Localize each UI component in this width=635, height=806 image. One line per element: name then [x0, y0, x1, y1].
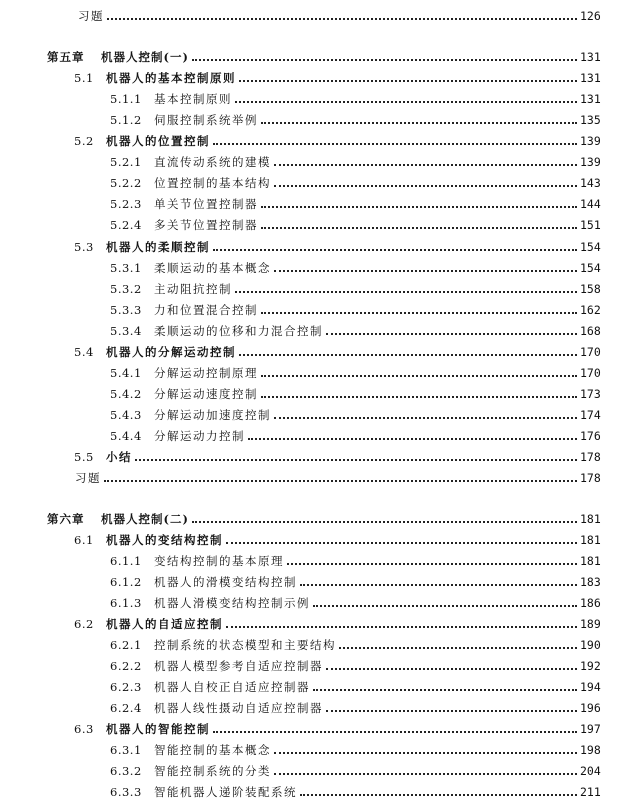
toc-entry-page: 181: [580, 554, 601, 568]
dot-leader: [274, 266, 577, 272]
toc-entry-number: 6.1.3: [110, 596, 142, 610]
toc-entry-number: 6.3: [74, 722, 94, 736]
toc-entry-title: 多关节位置控制器: [154, 218, 258, 232]
toc-entry-number: 第六章: [47, 512, 85, 526]
toc-entry-page: 198: [580, 743, 601, 757]
dot-leader: [261, 392, 577, 398]
toc-entry-title: 机器人的位置控制: [106, 134, 210, 148]
toc-entry-title: 分解运动速度控制: [154, 387, 258, 401]
toc-entry-title: 机器人的变结构控制: [106, 533, 223, 547]
dot-leader: [261, 118, 577, 124]
toc-entry-page: 151: [580, 218, 601, 232]
dot-leader: [313, 685, 577, 691]
toc-entry-number: 6.1.2: [110, 575, 142, 589]
dot-leader: [248, 434, 577, 440]
dot-leader: [213, 139, 577, 145]
toc-entry-page: 186: [580, 596, 601, 610]
toc-entry-title: 机器人的智能控制: [106, 722, 210, 736]
toc-entry-number: 5.5: [74, 450, 94, 464]
toc-entry-page: 144: [580, 197, 601, 211]
dot-leader: [287, 559, 577, 565]
dot-leader: [235, 287, 577, 293]
toc-entry: [74, 716, 602, 736]
toc-entry: [110, 590, 602, 610]
toc-entry-page: 170: [580, 366, 601, 380]
toc-entry: [47, 506, 602, 526]
toc-entry: [110, 255, 602, 275]
toc-entry: [110, 548, 602, 568]
toc-entry: [74, 128, 602, 148]
toc-entry-page: 170: [580, 345, 601, 359]
toc-entry-page: 139: [580, 134, 601, 148]
toc-entry-number: 5.3.2: [110, 282, 142, 296]
toc-entry-page: 181: [580, 533, 601, 547]
toc-entry-title: 机器人的自适应控制: [106, 617, 223, 631]
toc-entry: [110, 569, 602, 589]
toc-entry-number: 5.1.1: [110, 92, 142, 106]
toc-entry: [74, 339, 602, 359]
toc-entry-title: 机器人的基本控制原则: [106, 71, 236, 85]
toc-entry-number: 5.4.4: [110, 429, 142, 443]
toc-entry: [110, 86, 602, 106]
dot-leader: [274, 769, 577, 775]
toc-entry: [74, 65, 602, 85]
dot-leader: [261, 308, 577, 314]
toc-entry-number: 6.3.1: [110, 743, 142, 757]
toc-entry-page: 211: [580, 785, 601, 799]
toc-entry: [110, 107, 602, 127]
toc-entry-title: 主动阻抗控制: [154, 282, 232, 296]
toc-entry-number: 5.4.2: [110, 387, 142, 401]
toc-entry-number: 6.2: [74, 617, 94, 631]
toc-entry: [110, 381, 602, 401]
toc-entry: [75, 465, 602, 485]
toc-entry-page: 126: [580, 9, 601, 23]
toc-entry-page: 173: [580, 387, 601, 401]
toc-entry-title: 机器人控制(一): [101, 50, 189, 64]
toc-entry-title: 分解运动加速度控制: [154, 408, 271, 422]
toc-entry: [74, 611, 602, 631]
dot-leader: [326, 664, 577, 670]
toc-entry-number: 6.2.2: [110, 659, 142, 673]
toc-entry-number: 5.2.2: [110, 176, 142, 190]
toc-entry-page: 192: [580, 659, 601, 673]
toc-entry-number: 5.1.2: [110, 113, 142, 127]
toc-entry-number: 5.4.3: [110, 408, 142, 422]
dot-leader: [313, 601, 577, 607]
toc-entry-page: 143: [580, 176, 601, 190]
toc-entry: [110, 170, 602, 190]
toc-entry: [47, 44, 602, 64]
toc-entry-page: 162: [580, 303, 601, 317]
toc-entry-page: 168: [580, 324, 601, 338]
toc-entry: [110, 149, 602, 169]
toc-entry-number: 5.1: [74, 71, 94, 85]
toc-entry-page: 189: [580, 617, 601, 631]
toc-entry-title: 分解运动力控制: [154, 429, 245, 443]
toc-entry-title: 柔顺运动的位移和力混合控制: [154, 324, 323, 338]
toc-entry: [110, 653, 602, 673]
dot-leader: [326, 706, 577, 712]
toc-entry-number: 5.2.4: [110, 218, 142, 232]
toc-entry-page: 135: [580, 113, 601, 127]
toc-entry-number: 5.3.1: [110, 261, 142, 275]
toc-entry-number: 6.3.2: [110, 764, 142, 778]
dot-leader: [213, 245, 577, 251]
dot-leader: [261, 223, 577, 229]
toc-entry-page: 196: [580, 701, 601, 715]
toc-entry-number: 6.2.4: [110, 701, 142, 715]
toc-entry-title: 机器人的滑模变结构控制: [154, 575, 297, 589]
toc-entry: [110, 191, 602, 211]
toc-entry-number: 6.2.1: [110, 638, 142, 652]
toc-entry-number: 6.2.3: [110, 680, 142, 694]
toc-entry-title: 直流传动系统的建模: [154, 155, 271, 169]
dot-leader: [261, 202, 577, 208]
toc-entry: [110, 402, 602, 422]
toc-entry: [110, 212, 602, 232]
toc-entry: [110, 632, 602, 652]
toc-entry: [110, 737, 602, 757]
dot-leader: [274, 748, 577, 754]
dot-leader: [107, 14, 577, 20]
toc-entry: [74, 527, 602, 547]
toc-entry: [74, 444, 602, 464]
dot-leader: [239, 76, 577, 82]
dot-leader: [192, 517, 577, 523]
toc-entry-title: 力和位置混合控制: [154, 303, 258, 317]
toc-entry-title: 机器人模型参考自适应控制器: [154, 659, 323, 673]
toc-entry-page: 154: [580, 240, 601, 254]
toc-entry-page: 204: [580, 764, 601, 778]
toc-entry-title: 智能机器人递阶装配系统: [154, 785, 297, 799]
dot-leader: [235, 97, 577, 103]
toc-entry-page: 131: [580, 71, 601, 85]
toc-entry: [78, 3, 602, 23]
toc-entry-number: 5.2: [74, 134, 94, 148]
dot-leader: [104, 476, 577, 482]
toc-entry-number: 5.3.4: [110, 324, 142, 338]
toc-entry-number: 第五章: [47, 50, 85, 64]
toc-entry: [110, 360, 602, 380]
toc-entry-page: 174: [580, 408, 601, 422]
toc-entry-title: 习题: [78, 9, 104, 23]
toc-entry-number: 5.2.1: [110, 155, 142, 169]
toc-entry-page: 131: [580, 50, 601, 64]
toc-entry-number: 5.4.1: [110, 366, 142, 380]
toc-entry-page: 190: [580, 638, 601, 652]
toc-entry-page: 178: [580, 471, 601, 485]
toc-entry-title: 智能控制系统的分类: [154, 764, 271, 778]
toc-entry-title: 柔顺运动的基本概念: [154, 261, 271, 275]
dot-leader: [213, 727, 577, 733]
toc-entry-title: 机器人自校正自适应控制器: [154, 680, 310, 694]
toc-entry: [110, 758, 602, 778]
dot-leader: [239, 350, 577, 356]
toc-entry-title: 小结: [106, 450, 132, 464]
dot-leader: [261, 371, 577, 377]
toc-entry-title: 机器人滑模变结构控制示例: [154, 596, 310, 610]
toc-entry-title: 伺服控制系统举例: [154, 113, 258, 127]
toc-entry-number: 5.4: [74, 345, 94, 359]
toc-entry-title: 变结构控制的基本原理: [154, 554, 284, 568]
toc-entry-title: 位置控制的基本结构: [154, 176, 271, 190]
toc-entry-number: 6.1: [74, 533, 94, 547]
toc-entry-page: 181: [580, 512, 601, 526]
toc-entry-page: 131: [580, 92, 601, 106]
toc-entry-title: 智能控制的基本概念: [154, 743, 271, 757]
toc-entry-title: 机器人的柔顺控制: [106, 240, 210, 254]
toc-entry-title: 机器人的分解运动控制: [106, 345, 236, 359]
dot-leader: [226, 538, 577, 544]
toc-entry-title: 机器人控制(二): [101, 512, 189, 526]
toc-entry-number: 6.3.3: [110, 785, 142, 799]
dot-leader: [274, 413, 577, 419]
toc-entry-title: 控制系统的状态模型和主要结构: [154, 638, 336, 652]
toc-entry: [110, 779, 602, 799]
toc-entry-page: 197: [580, 722, 601, 736]
dot-leader: [300, 790, 577, 796]
toc-entry-page: 194: [580, 680, 601, 694]
toc-entry-title: 分解运动控制原理: [154, 366, 258, 380]
dot-leader: [339, 643, 577, 649]
dot-leader: [274, 160, 577, 166]
toc-entry-page: 139: [580, 155, 601, 169]
toc-entry-title: 习题: [75, 471, 101, 485]
toc-entry: [110, 674, 602, 694]
toc-entry: [110, 695, 602, 715]
toc-entry-number: 5.3: [74, 240, 94, 254]
toc-entry: [110, 423, 602, 443]
toc-entry-title: 单关节位置控制器: [154, 197, 258, 211]
dot-leader: [326, 329, 577, 335]
dot-leader: [192, 55, 577, 61]
toc-entry-page: 183: [580, 575, 601, 589]
toc-entry-number: 5.3.3: [110, 303, 142, 317]
toc-entry-title: 基本控制原则: [154, 92, 232, 106]
toc-entry-page: 176: [580, 429, 601, 443]
toc-entry: [110, 276, 602, 296]
toc-entry-number: 5.2.3: [110, 197, 142, 211]
toc-entry: [74, 234, 602, 254]
dot-leader: [226, 622, 577, 628]
toc-entry-page: 154: [580, 261, 601, 275]
dot-leader: [300, 580, 577, 586]
toc-entry: [110, 318, 602, 338]
dot-leader: [135, 455, 577, 461]
dot-leader: [274, 181, 577, 187]
toc-entry-title: 机器人线性摄动自适应控制器: [154, 701, 323, 715]
toc-entry-page: 158: [580, 282, 601, 296]
toc-entry: [110, 297, 602, 317]
toc-entry-number: 6.1.1: [110, 554, 142, 568]
toc-entry-page: 178: [580, 450, 601, 464]
